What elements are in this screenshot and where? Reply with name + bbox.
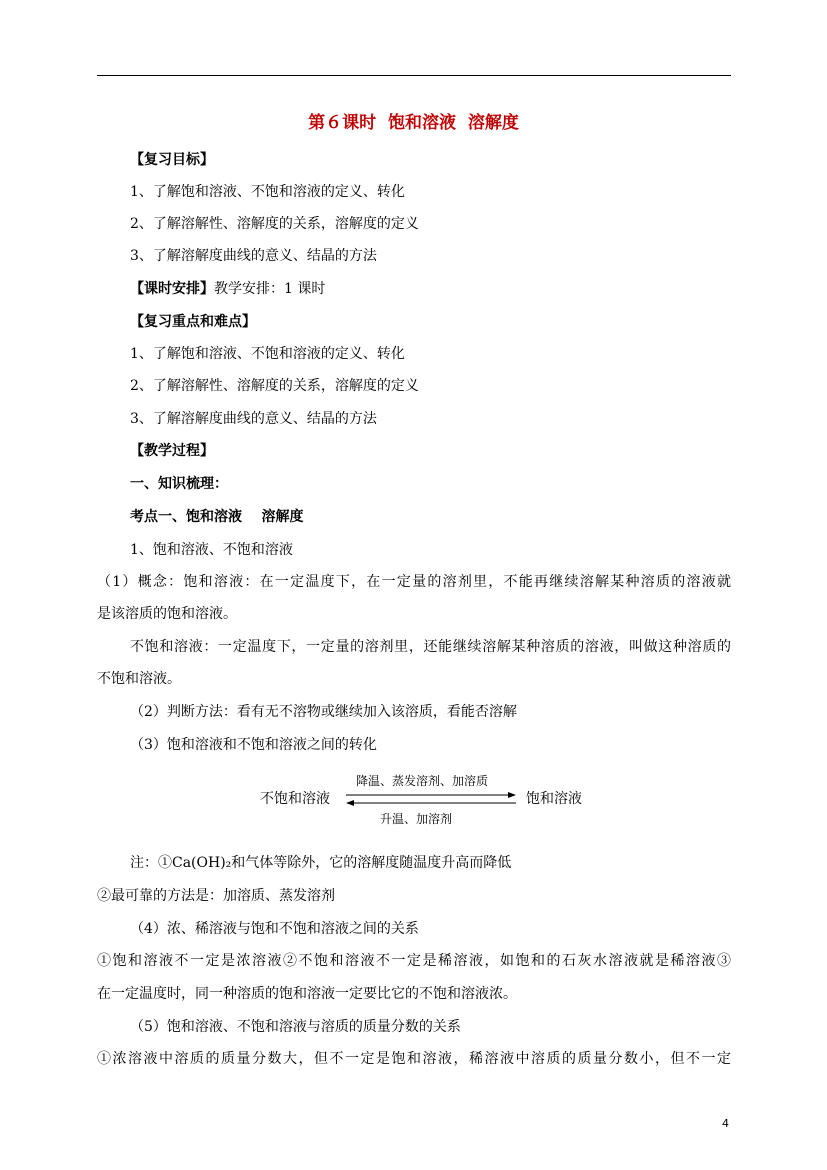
concept-line-2: 是该溶质的饱和溶液。 — [97, 606, 237, 622]
goal-item-2: 2、了解溶解性、溶解度的关系，溶解度的定义 — [130, 216, 419, 232]
note-1: 注：①Ca(OH)₂和气体等除外，它的溶解度随温度升高而降低 — [130, 855, 512, 871]
review-goals-heading: 【复习目标】 — [130, 152, 214, 168]
schedule-line — [130, 279, 325, 299]
page-title: 第６课时 饱和溶液 溶解度 — [308, 113, 519, 133]
knowledge-heading: 一、知识梳理： — [130, 476, 228, 492]
conversion-diagram — [260, 772, 590, 828]
header-rule — [97, 75, 731, 76]
backward-arrow-head — [346, 800, 354, 806]
schedule-heading: 【课时安排】 — [130, 281, 214, 297]
unsaturated-line-2: 不饱和溶液。 — [97, 671, 181, 687]
relation-5-heading: （5）饱和溶液、不饱和溶液与溶质的质量分数的关系 — [130, 1019, 461, 1035]
goal-item-1: 1、了解饱和溶液、不饱和溶液的定义、转化 — [130, 184, 405, 200]
unsaturated-line-1: 不饱和溶液：一定温度下，一定量的溶剂里，还能继续溶解某种溶质的溶液，叫做这种溶质的 — [130, 639, 731, 655]
diagram-right-label: 饱和溶液 — [526, 791, 582, 807]
diagram-bottom-condition: 升温、加溶剂 — [380, 812, 453, 826]
concept-line-1: （1）概念：饱和溶液：在一定温度下，在一定量的溶剂里，不能再继续溶解某种溶质的溶液就 — [97, 574, 731, 590]
conversion-heading: （3）饱和溶液和不饱和溶液之间的转化 — [130, 737, 377, 753]
forward-arrow-head — [508, 792, 516, 798]
judge-method: （2）判断方法：看有无不溶物或继续加入该溶质，看能否溶解 — [130, 704, 517, 720]
process-heading: 【教学过程】 — [130, 443, 214, 459]
relation-4-line-1: ①饱和溶液不一定是浓溶液②不饱和溶液不一定是稀溶液，如饱和的石灰水溶液就是稀溶液③ — [97, 953, 731, 969]
relation-4-heading: （4）浓、稀溶液与饱和不饱和溶液之间的关系 — [130, 921, 419, 937]
goal-item-3: 3、了解溶解度曲线的意义、结晶的方法 — [130, 248, 377, 264]
topic1-heading: 考点一、饱和溶液 溶解度 — [130, 509, 304, 525]
diagram-top-condition: 降温、蒸发溶剂、加溶质 — [356, 774, 489, 788]
relation-5-line-1: ①浓溶液中溶质的质量分数大，但不一定是饱和溶液，稀溶液中溶质的质量分数小，但不一定 — [97, 1051, 731, 1067]
diagram-left-label: 不饱和溶液 — [260, 791, 330, 807]
key-item-1: 1、了解饱和溶液、不饱和溶液的定义、转化 — [130, 346, 405, 362]
key-item-3: 3、了解溶解度曲线的意义、结晶的方法 — [130, 411, 377, 427]
key-item-2: 2、了解溶解性、溶解度的关系，溶解度的定义 — [130, 378, 419, 394]
item-1: 1、饱和溶液、不饱和溶液 — [130, 542, 293, 558]
relation-4-line-2: 在一定温度时，同一种溶质的饱和溶液一定要比它的不饱和溶液浓。 — [97, 986, 517, 1002]
conversion-arrows — [344, 790, 518, 808]
schedule-text: 教学安排：1 课时 — [214, 281, 326, 297]
note-2: ②最可靠的方法是：加溶质、蒸发溶剂 — [97, 888, 335, 904]
page-number: 4 — [722, 1117, 729, 1130]
key-points-heading: 【复习重点和难点】 — [130, 314, 256, 330]
